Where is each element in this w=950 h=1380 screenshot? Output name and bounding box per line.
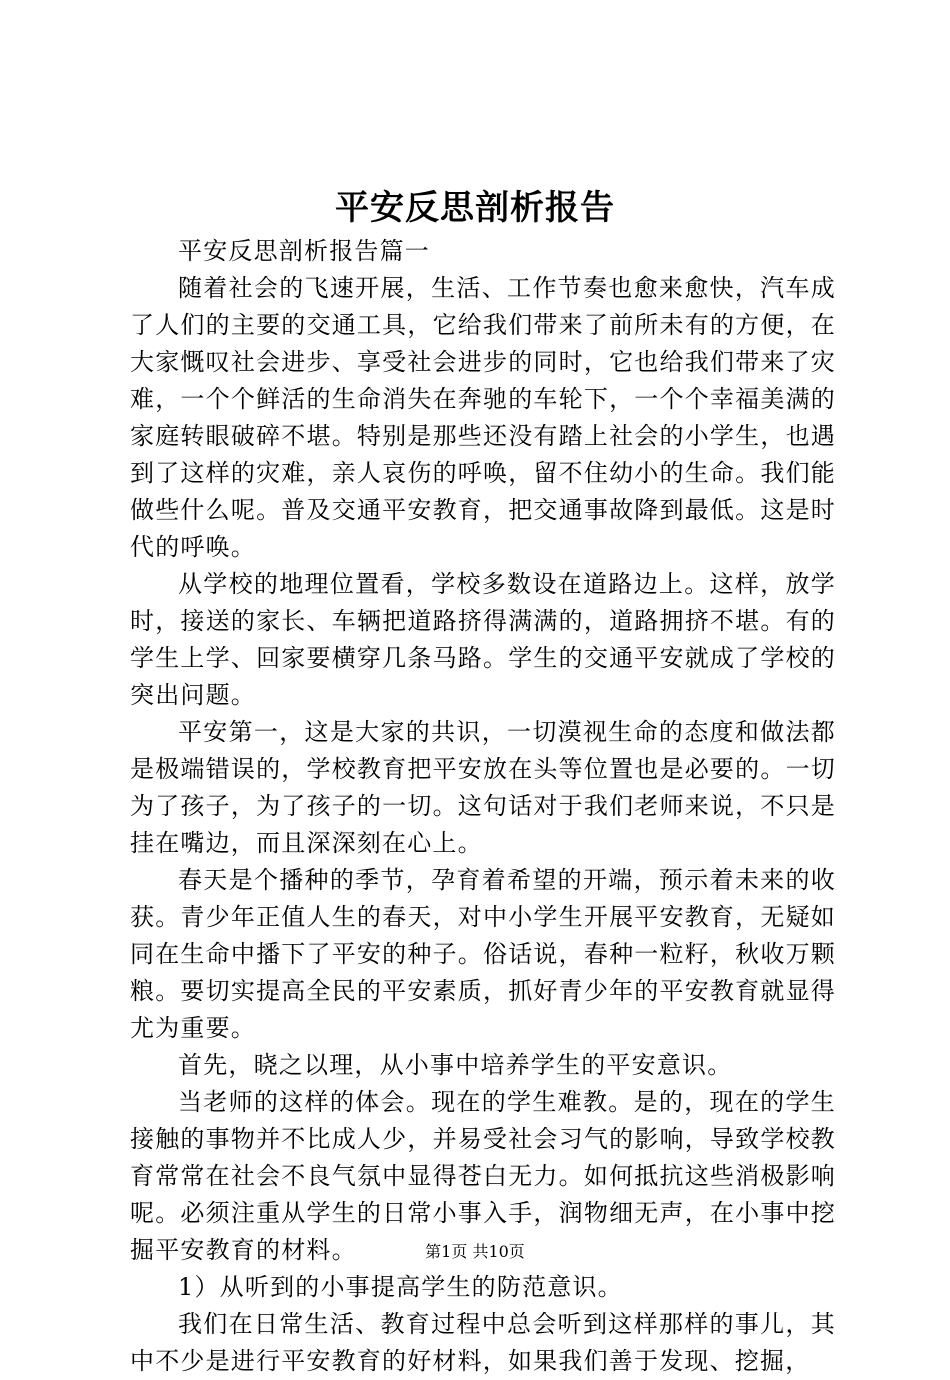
paragraph: 我们在日常生活、教育过程中总会听到这样那样的事儿，其中不少是进行平安教育的好材料，如果我们善于发现、挖掘， (130, 1310, 836, 1375)
paragraph: 当老师的这样的体会。现在的学生难教。是的，现在的学生接触的事物并不比成人少，并易受社会习气的影响，导致学校教育常常在社会不良气氛中显得苍白无力。如何抵抗这些消极影响呢。必须注重从学生的日常小事入手，润物细无声，在小事中挖掘平安教育的材料。 (130, 1088, 836, 1264)
document-body (130, 233, 836, 1380)
paragraph: 1）从听到的小事提高学生的防范意识。 (178, 1273, 623, 1301)
paragraph: 春天是个播种的季节，孕育着希望的开端，预示着未来的收获。青少年正值人生的春天，对中小学生开展平安教育，无疑如同在生命中播下了平安的种子。俗话说，春种一粒籽，秋收万颗粮。要切实提高全民的平安素质，抓好青少年的平安教育就显得尤为重要。 (130, 866, 836, 1042)
paragraph: 从学校的地理位置看，学校多数设在道路边上。这样，放学时，接送的家长、车辆把道路挤得满满的，道路拥挤不堪。有的学生上学、回家要横穿几条马路。学生的交通平安就成了学校的突出问题。 (130, 570, 836, 709)
paragraph: 随着社会的飞速开展，生活、工作节奏也愈来愈快，汽车成了人们的主要的交通工具，它给我们带来了前所未有的方便，在大家慨叹社会进步、享受社会进步的同时，它也给我们带来了灾难，一个个鲜活的生命消失在奔驰的车轮下，一个个幸福美满的家庭转眼破碎不堪。特别是那些还没有踏上社会的小学生，也遇到了这样的灾难，亲人哀伤的呼唤，留不住幼小的生命。我们能做些什么呢。普及交通平安教育，把交通事故降到最低。这是时代的呼唤。 (130, 274, 836, 561)
paragraph-section-heading: 平安反思剖析报告篇一 (178, 237, 430, 265)
paragraph: 首先，晓之以理，从小事中培养学生的平安意识。 (178, 1051, 733, 1079)
page-title: 平安反思剖析报告 (335, 188, 615, 228)
page-number-footer: 第1页 共10页 (425, 1242, 525, 1261)
paragraph: 平安第一，这是大家的共识，一切漠视生命的态度和做法都是极端错误的，学校教育把平安放在头等位置也是必要的。一切为了孩子，为了孩子的一切。这句话对于我们老师来说，不只是挂在嘴边，而且深深刻在心上。 (130, 718, 836, 857)
